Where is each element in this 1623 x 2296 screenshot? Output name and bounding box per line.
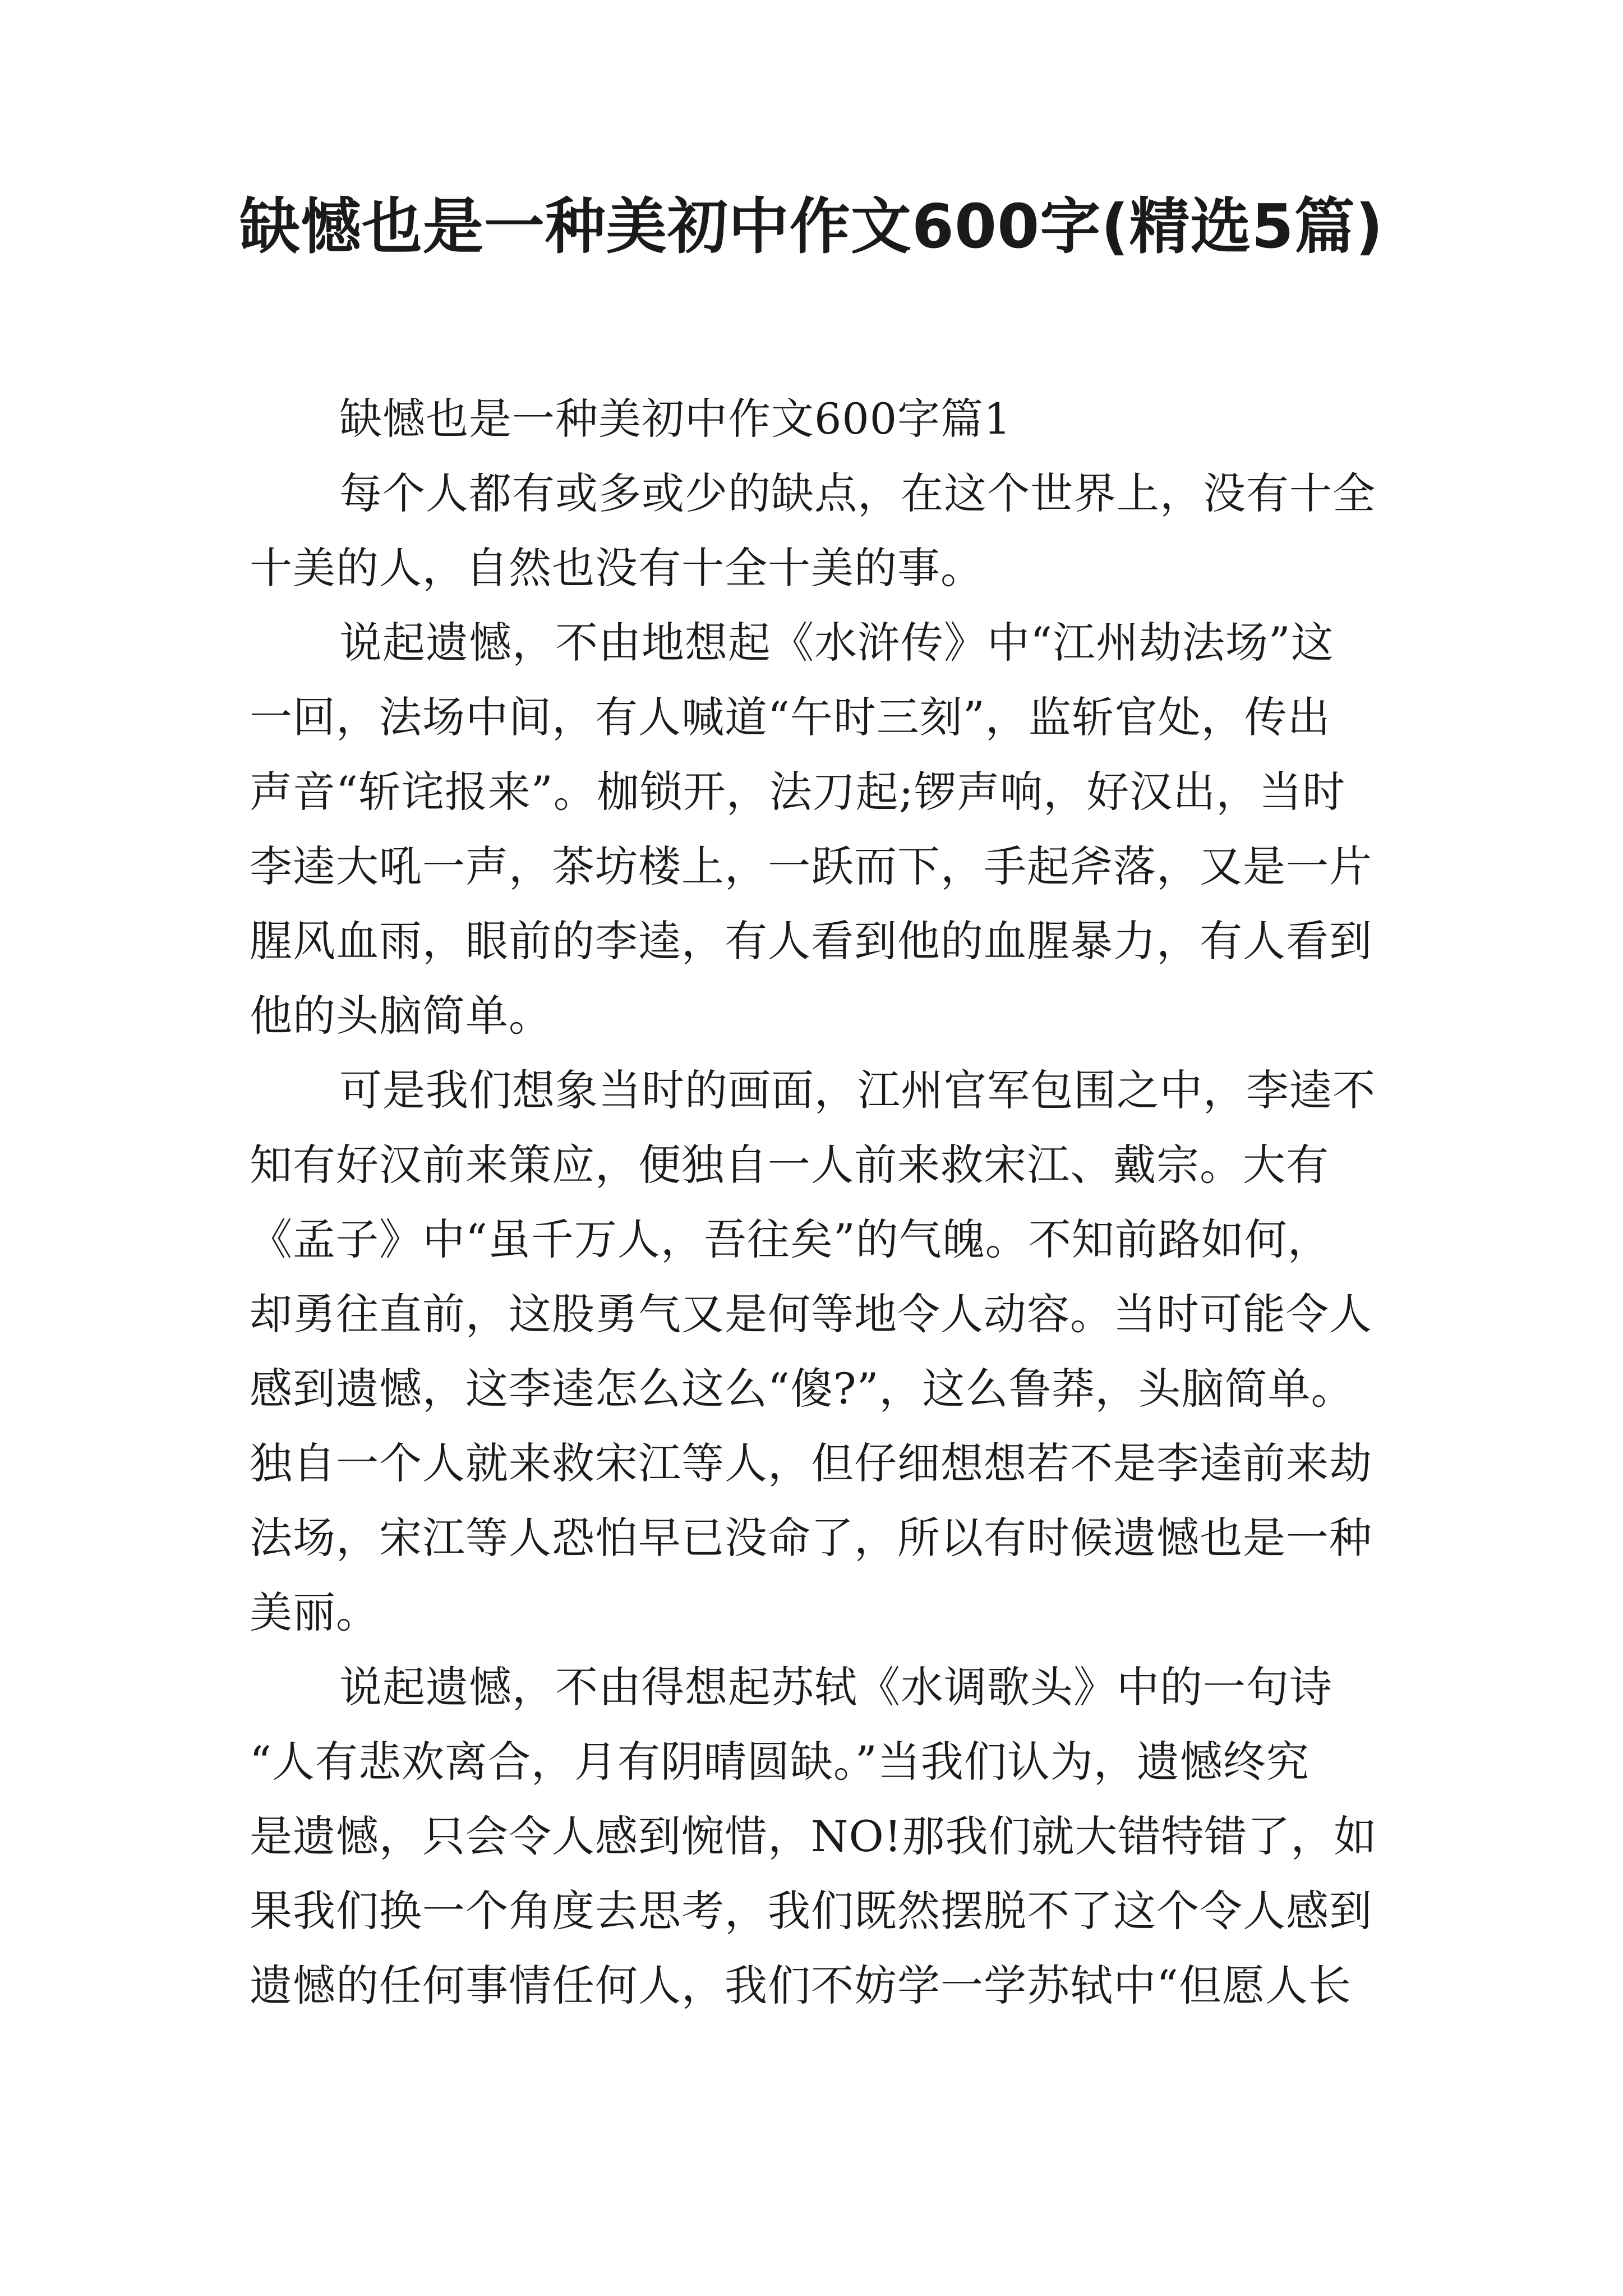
text-line: 缺憾也是一种美初中作文600字篇1 [339, 394, 1012, 444]
text-line: 腥风血雨，眼前的李逵，有人看到他的血腥暴力，有人看到 [250, 916, 1372, 966]
text-line: 他的头脑简单。 [250, 991, 552, 1041]
text-line: 法场，宋江等人恐怕早已没命了，所以有时候遗憾也是一种 [250, 1513, 1372, 1563]
text-line: “人有悲欢离合，月有阴晴圆缺。”当我们认为，遗憾终究 [250, 1737, 1310, 1787]
text-line: 每个人都有或多或少的缺点，在这个世界上，没有十全 [339, 468, 1376, 518]
text-line: 李逵大吼一声，茶坊楼上，一跃而下，手起斧落，又是一片 [250, 841, 1372, 891]
text-line: 说起遗憾，不由地想起《水浒传》中“江州劫法场”这 [339, 618, 1334, 668]
text-line: 可是我们想象当时的画面，江州官军包围之中，李逵不 [339, 1065, 1376, 1115]
text-line: 却勇往直前，这股勇气又是何等地令人动容。当时可能令人 [250, 1289, 1372, 1339]
text-line: 一回，法场中间，有人喊道“午时三刻”，监斩官处，传出 [250, 692, 1331, 742]
text-line: 知有好汉前来策应，便独自一人前来救宋江、戴宗。大有 [250, 1140, 1329, 1190]
text-line: 是遗憾，只会令人感到惋惜，NO!那我们就大错特错了，如 [250, 1811, 1377, 1861]
text-line: 《孟子》中“虽千万人，吾往矣”的气魄。不知前路如何， [250, 1214, 1331, 1264]
text-line: 十美的人，自然也没有十全十美的事。 [250, 543, 984, 593]
document-body [250, 381, 1399, 2023]
text-line: 说起遗憾，不由得想起苏轼《水调歌头》中的一句诗 [339, 1662, 1332, 1712]
text-line: 美丽。 [250, 1588, 379, 1637]
text-line: 独自一个人就来救宋江等人，但仔细想想若不是李逵前来劫 [250, 1438, 1372, 1488]
text-line: 果我们换一个角度去思考，我们既然摆脱不了这个令人感到 [250, 1886, 1372, 1936]
text-line: 声音“斩诧报来”。枷锁开，法刀起;锣声响，好汉出，当时 [250, 767, 1346, 817]
text-line: 遗憾的任何事情任何人，我们不妨学一学苏轼中“但愿人长 [250, 1961, 1352, 2010]
document-title: 缺憾也是一种美初中作文600字(精选5篇) [239, 192, 1384, 262]
text-line: 感到遗憾，这李逵怎么这么“傻?”，这么鲁莽，头脑简单。 [250, 1364, 1354, 1414]
